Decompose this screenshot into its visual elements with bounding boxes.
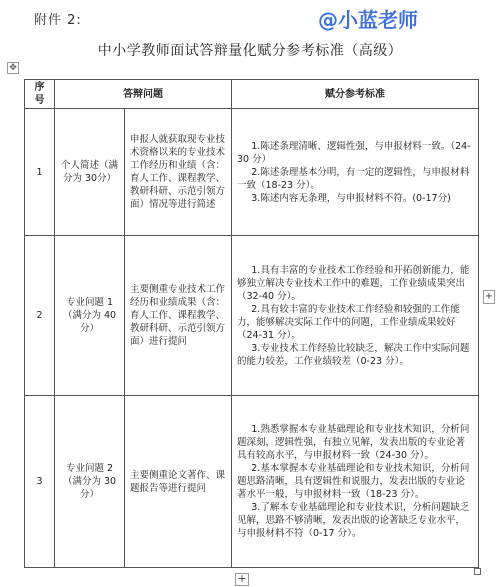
criteria-item: 1.熟悉掌握本专业基础理论和专业技术知识，分析问题深刻，逻辑性强，有独立见解，发表出版的专业论著具有较高水平，与申报材料一致（24-30 分）。 bbox=[237, 424, 470, 461]
row-criteria bbox=[232, 396, 479, 568]
table-row bbox=[25, 396, 479, 568]
watermark-text: @小蓝老师 bbox=[318, 7, 418, 32]
add-row-icon[interactable]: + bbox=[235, 573, 249, 586]
row-topic: 专业问题 1（满分为 40分） bbox=[55, 236, 125, 396]
watermark bbox=[318, 4, 500, 32]
criteria-item: 2.陈述条理基本分明，有一定的逻辑性，与申报材料一致（18-23 分）。 bbox=[237, 166, 470, 191]
page-title: 中小学教师面试答辩量化赋分参考标准（高级） bbox=[97, 43, 403, 59]
criteria-item: 1.陈述条理清晰、逻辑性强，与申报材料一致。（24-30 分） bbox=[237, 140, 471, 165]
row-description: 申报人就获取现专业技术资格以来的专业技术工作经历和业绩（含：育人工作、课程教学、教研科研、示范引领方面）情况等进行简述 bbox=[125, 109, 232, 236]
criteria-item: 3.专业技术工作经验比较缺乏，解决工作中实际问题的能力较差，工作业绩较差（0-23 分）。 bbox=[237, 342, 470, 367]
criteria-item: 1.具有丰富的专业技术工作经验和开拓创新能力，能够独立解决专业技术工作中的难题，工作业绩成果突出（32-40 分）。 bbox=[237, 264, 470, 302]
row-description: 主要侧重论文著作、课题报告等进行提问 bbox=[125, 396, 232, 568]
table-header-row bbox=[25, 80, 479, 109]
criteria-item: 2.基本掌握本专业基础理论和专业技术知识，分析问题思路清晰，具有逻辑性和说服力，发表出版的专业论著水平一般，与申报材料一致（18-23 分）。 bbox=[237, 463, 470, 500]
col-header-criteria: 赋分参考标准 bbox=[232, 80, 479, 109]
move-icon[interactable]: ✥ bbox=[7, 62, 19, 74]
row-topic: 个人简述（满分为 30分） bbox=[55, 109, 125, 236]
col-header-question: 答辩问题 bbox=[55, 80, 232, 109]
scoring-table bbox=[24, 79, 479, 568]
col-header-num: 序号 bbox=[25, 80, 55, 109]
criteria-item: 3.了解本专业基础理论和专业技术识，分析问题缺乏见解，思路不够清晰，发表出版的论著缺乏专业水平，与申报材料不符（0-17 分）。 bbox=[237, 502, 470, 539]
row-number: 3 bbox=[25, 396, 55, 568]
table-row bbox=[25, 236, 479, 396]
table-resize-handle[interactable] bbox=[474, 568, 481, 575]
row-description: 主要侧重专业技术工作经历和业绩成果（含：育人工作、课程教学、教研科研、示范引领方面）进行提问 bbox=[125, 236, 232, 396]
row-criteria bbox=[232, 236, 479, 396]
criteria-item: 3.陈述内容无条理，与申报材料不符。(0-17分) bbox=[251, 192, 451, 204]
row-number: 2 bbox=[25, 236, 55, 396]
row-topic: 专业问题 2（满分为 30分） bbox=[55, 396, 125, 568]
criteria-item: 2.具有较丰富的专业技术工作经验和较强的工作能力，能够解决实际工作中的问题，工作业绩成果较好（24-31 分）。 bbox=[237, 303, 460, 341]
table-row bbox=[25, 109, 479, 236]
row-criteria bbox=[232, 109, 479, 236]
row-number: 1 bbox=[25, 109, 55, 236]
add-column-icon[interactable]: + bbox=[484, 291, 494, 302]
attachment-label: 附件 2: bbox=[34, 13, 82, 28]
